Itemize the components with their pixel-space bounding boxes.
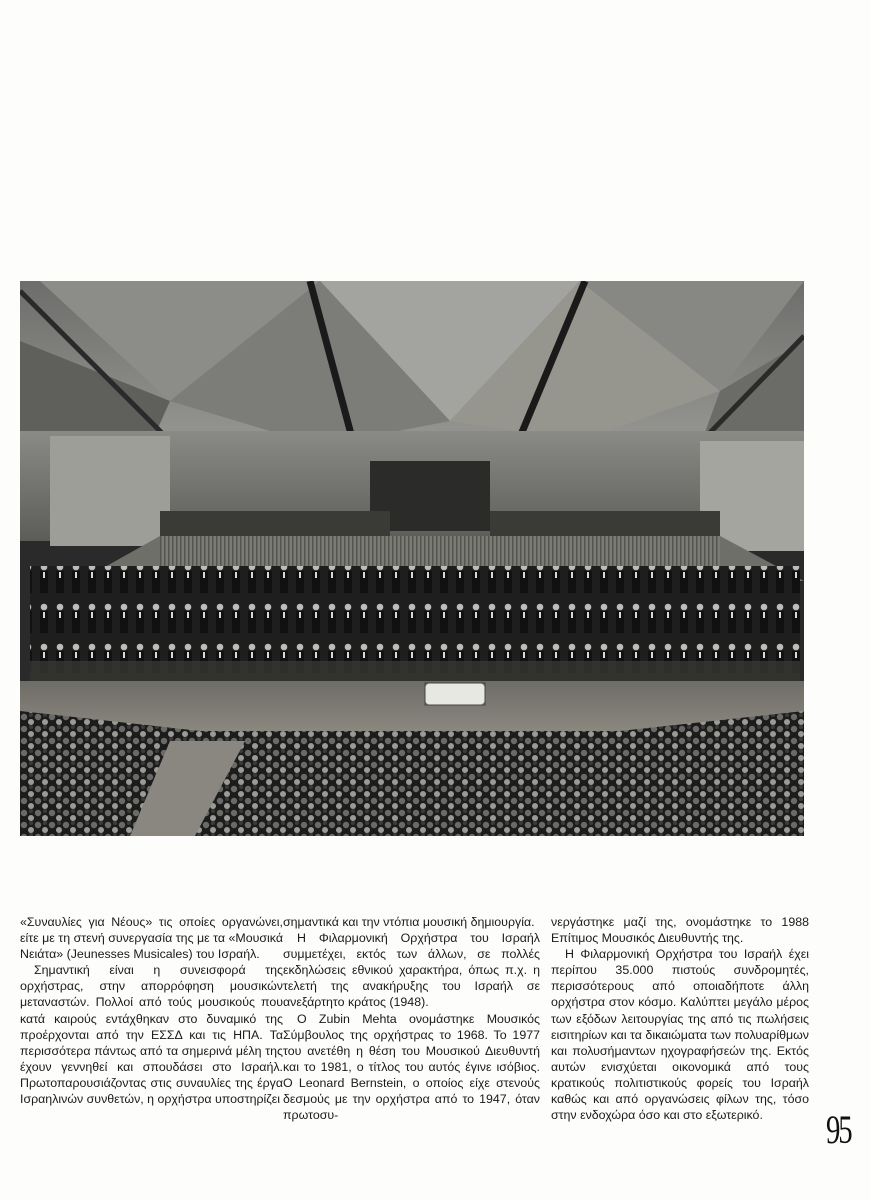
page-number: 95 — [826, 1107, 851, 1152]
paragraph: Ο Zubin Mehta ονομάστηκε Μουσικός Σύμβουλος της ορχήστρας το 1968. Το 1977 του ανετέθη η θέση του Μουσικού Διευθυντή και το 1981, ο τίτλος του αυτός έγινε ισόβιος. Ο Leonard Bernstein, ο οποίος είχε στενούς δεσμούς με την ορχήστρα από το 1947, όταν πρωτοσυ- — [283, 1011, 540, 1123]
paragraph: Η Φιλαρμονική Ορχήστρα του Ισραήλ έχει περίπου 35.000 πιστούς συνδρομητές, περισσότερους από οποιαδήποτε άλλη ορχήστρα στον κόσμο. Καλύπτει μεγάλο μέρος των εξόδων λειτουργίας της από τις πωλήσεις εισιτηρίων και τα δικαιώματα των πολυαρίθμων και πολυσήμαντων ηχογραφήσεών της. Εκτός αυτών ενισχύεται οικονομικά από τους κρατικούς πολιτιστικούς φορείς του Ισραήλ καθώς και από οργανώσεις φίλων της, τόσο στην ενδοχώρα όσο και στο εξωτερικό. — [551, 947, 809, 1123]
paragraph: Σημαντική είναι η συνεισφορά της ορχήστρας, στην απορρόφηση μουσικών μεταναστών. Πολλοί από τούς μουσικούς που κατά καιρούς εντάχθηκαν στο δυναμικό της προέρχονται από την ΕΣΣΔ και τις ΗΠΑ. Τα περισσότερα πάντως από τα σημερινά μέλη της έχουν γεννηθεί και σπουδάσει στο Ισραήλ. Πρωτοπαρουσιάζοντας στις συναυλίες της έργα Ισραηλινών συνθετών, η ορχήστρα υποστηρίζει — [20, 963, 283, 1107]
text-column-2 — [283, 914, 540, 1123]
text-column-3 — [551, 914, 809, 1123]
paragraph: νεργάστηκε μαζί της, ονομάστηκε το 1988 Επίτιμος Μουσικός Διευθυντής της. — [551, 915, 809, 946]
paragraph: Η Φιλαρμονική Ορχήστρα του Ισραήλ συμμετέχει, εκτός των άλλων, σε πολλές εκδηλώσεις εθνικού χαρακτήρα, όπως π.χ. η τελετή της ανακήρυξης του Ισραήλ σε ανεξάρτητο κράτος (1948). — [283, 931, 540, 1010]
paragraph: σημαντικά και την ντόπια μουσική δημιουργία. — [283, 915, 535, 929]
concert-hall-photo-icon — [20, 281, 804, 836]
text-column-1 — [20, 914, 283, 1107]
paragraph: «Συναυλίες για Νέους» τις οποίες οργανώνει, είτε με τη στενή συνεργασία της με τα «Μουσικά Νειάτα» (Jeunesses Musicales) του Ισραήλ. — [20, 915, 283, 962]
concert-hall-photo — [20, 281, 804, 836]
